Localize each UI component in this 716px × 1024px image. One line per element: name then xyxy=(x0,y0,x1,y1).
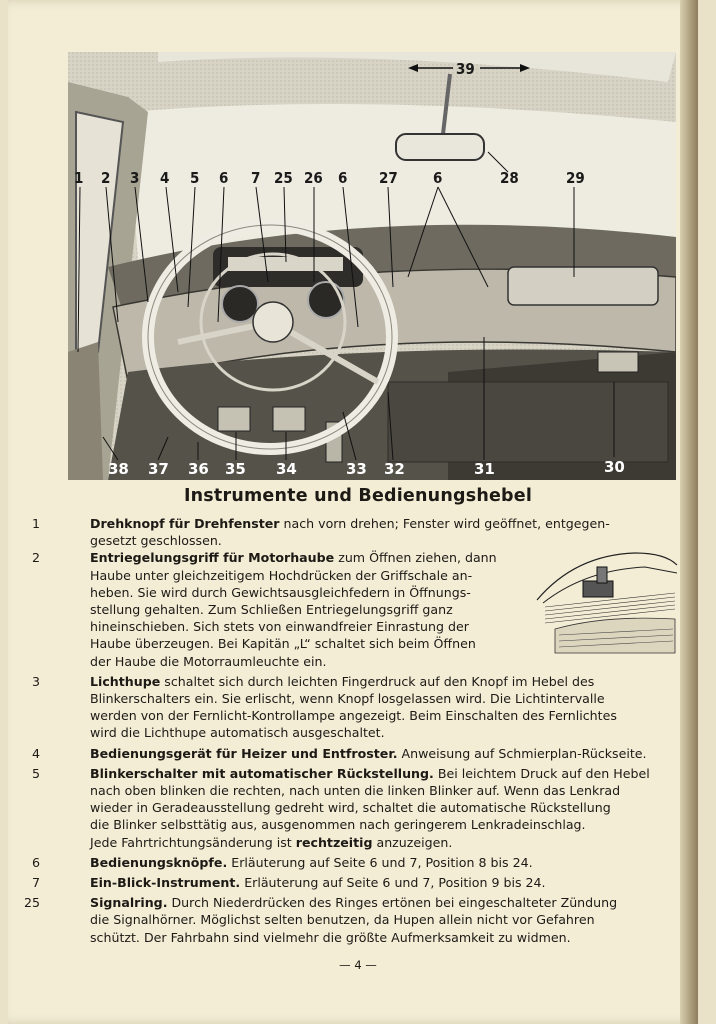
callout-37: 37 xyxy=(148,460,169,478)
page-number: — 4 — xyxy=(339,958,377,972)
callout-6b: 6 xyxy=(338,169,348,187)
item-heading: Lichthupe xyxy=(90,673,161,689)
item-text: Haube überzeugen. Bei Kapitän „L“ schaltet sich beim Öffnen xyxy=(90,636,476,652)
callout-6: 6 xyxy=(219,169,229,187)
list-item-7 xyxy=(31,874,684,891)
item-number: 3 xyxy=(31,673,40,689)
item-number: 6 xyxy=(31,854,40,870)
item-text: die Signalhörner. Möglichst selten benutzen, da Hupen allein nicht vor Gefahren xyxy=(90,912,595,928)
item-text: Erläuterung auf Seite 6 und 7, Position 8 bis 24. xyxy=(227,854,533,870)
item-heading: Bedienungsgerät für Heizer und Entfroster. xyxy=(90,745,398,761)
item-text: Blinkerschalters ein. Sie erlischt, wenn Knopf losgelassen wird. Die Lichtintervalle xyxy=(90,691,605,707)
callout-3: 3 xyxy=(130,169,140,187)
list-item-4 xyxy=(31,745,684,762)
callout-28: 28 xyxy=(500,169,519,187)
callout-27: 27 xyxy=(379,169,398,187)
list-item-3 xyxy=(31,673,684,742)
list-item-2 xyxy=(31,549,534,669)
callout-5: 5 xyxy=(190,169,200,187)
item-text: wird die Lichthupe automatisch ausgeschaltet. xyxy=(90,725,385,741)
item-text: schützt. Der Fahrbahn sind vielmehr die größte Aufmerksamkeit zu widmen. xyxy=(90,929,571,945)
callout-39: 39 xyxy=(456,60,475,78)
item-text: Durch Niederdrücken des Ringes ertönen bei eingeschalteter Zündung xyxy=(167,895,618,911)
list-item-25 xyxy=(23,894,684,946)
item-text: nach oben blinken die rechten, nach unten die linken Blinker auf. Wenn das Lenkrad xyxy=(90,783,621,799)
item-heading: Ein-Blick-Instrument. xyxy=(90,875,241,891)
callout-36: 36 xyxy=(188,460,209,478)
callout-32: 32 xyxy=(384,460,405,478)
item-heading: Signalring. xyxy=(90,895,168,911)
callout-34: 34 xyxy=(276,460,297,478)
item-number: 5 xyxy=(31,765,40,781)
item-number: 25 xyxy=(23,895,40,911)
callout-4: 4 xyxy=(160,169,170,187)
item-text: nach vorn drehen; Fenster wird geöffnet, entgegen- xyxy=(279,516,610,531)
list-item-1 xyxy=(31,515,684,549)
item-heading: Blinkerschalter mit automatischer Rückstellung. xyxy=(90,765,434,781)
item-text: Bei leichtem Druck auf den Hebel xyxy=(433,765,650,781)
callout-2: 2 xyxy=(101,169,111,187)
callout-31: 31 xyxy=(474,460,495,478)
item-number: 1 xyxy=(31,516,40,531)
item-text: wieder in Geradeausstellung gedreht wird, schaltet die automatische Rückstellung xyxy=(90,800,611,816)
callout-38: 38 xyxy=(108,460,129,478)
callout-29: 29 xyxy=(566,169,585,187)
callout-25: 25 xyxy=(274,169,293,187)
item-text: zum Öffnen ziehen, dann xyxy=(334,550,497,566)
list-item-5 xyxy=(31,765,684,851)
item-text: Erläuterung auf Seite 6 und 7, Position 9 bis 24. xyxy=(240,875,546,891)
item-text: der Haube die Motorraumleuchte ein. xyxy=(90,653,327,669)
callout-7: 7 xyxy=(251,169,261,187)
item-number: 2 xyxy=(31,550,40,566)
item-heading: Bedienungsknöpfe. xyxy=(90,854,228,870)
item-text: Haube unter gleichzeitigem Hochdrücken der Griffschale an- xyxy=(90,567,473,583)
callout-26: 26 xyxy=(304,169,323,187)
item-number: 4 xyxy=(31,745,40,761)
item-text: stellung gehalten. Zum Schließen Entriegelungsgriff ganz xyxy=(90,602,453,618)
item-text: anzuzeigen. xyxy=(372,834,453,850)
callout-30: 30 xyxy=(604,458,625,476)
callout-1: 1 xyxy=(74,169,84,187)
dashboard-illustration xyxy=(68,52,676,480)
callout-35: 35 xyxy=(225,460,246,478)
item-heading: Entriegelungsgriff für Motorhaube xyxy=(90,550,335,566)
item-text: schaltet sich durch leichten Fingerdruck auf den Knopf im Hebel des xyxy=(160,673,595,689)
callout-6c: 6 xyxy=(433,169,443,187)
item-text: Anweisung auf Schmierplan-Rückseite. xyxy=(397,745,647,761)
list-item-6 xyxy=(31,854,684,871)
item-text: die Blinker selbsttätig aus, ausgenommen nach geringerem Lenkradeinschlag. xyxy=(90,817,586,833)
instrument-list xyxy=(23,515,684,946)
item-heading: Drehknopf für Drehfenster xyxy=(90,516,280,531)
callout-33: 33 xyxy=(346,460,367,478)
item-text: Jede Fahrtrichtungsänderung ist xyxy=(90,834,296,850)
page-title: Instrumente und Bedienungshebel xyxy=(183,486,533,506)
item-emphasis: rechtzeitig xyxy=(295,834,373,850)
item-text: werden von der Fernlicht-Kontrollampe angezeigt. Beim Einschalten des Fernlichtes xyxy=(90,708,617,724)
item-text: gesetzt geschlossen. xyxy=(90,533,222,549)
item-number: 7 xyxy=(31,875,40,891)
item-text: heben. Sie wird durch Gewichtsausgleichfedern in Öffnungs- xyxy=(90,584,471,600)
item-text: hineinschieben. Sich stets von einwandfreier Einrastung der xyxy=(90,619,469,635)
dashboard-photo xyxy=(68,52,676,480)
